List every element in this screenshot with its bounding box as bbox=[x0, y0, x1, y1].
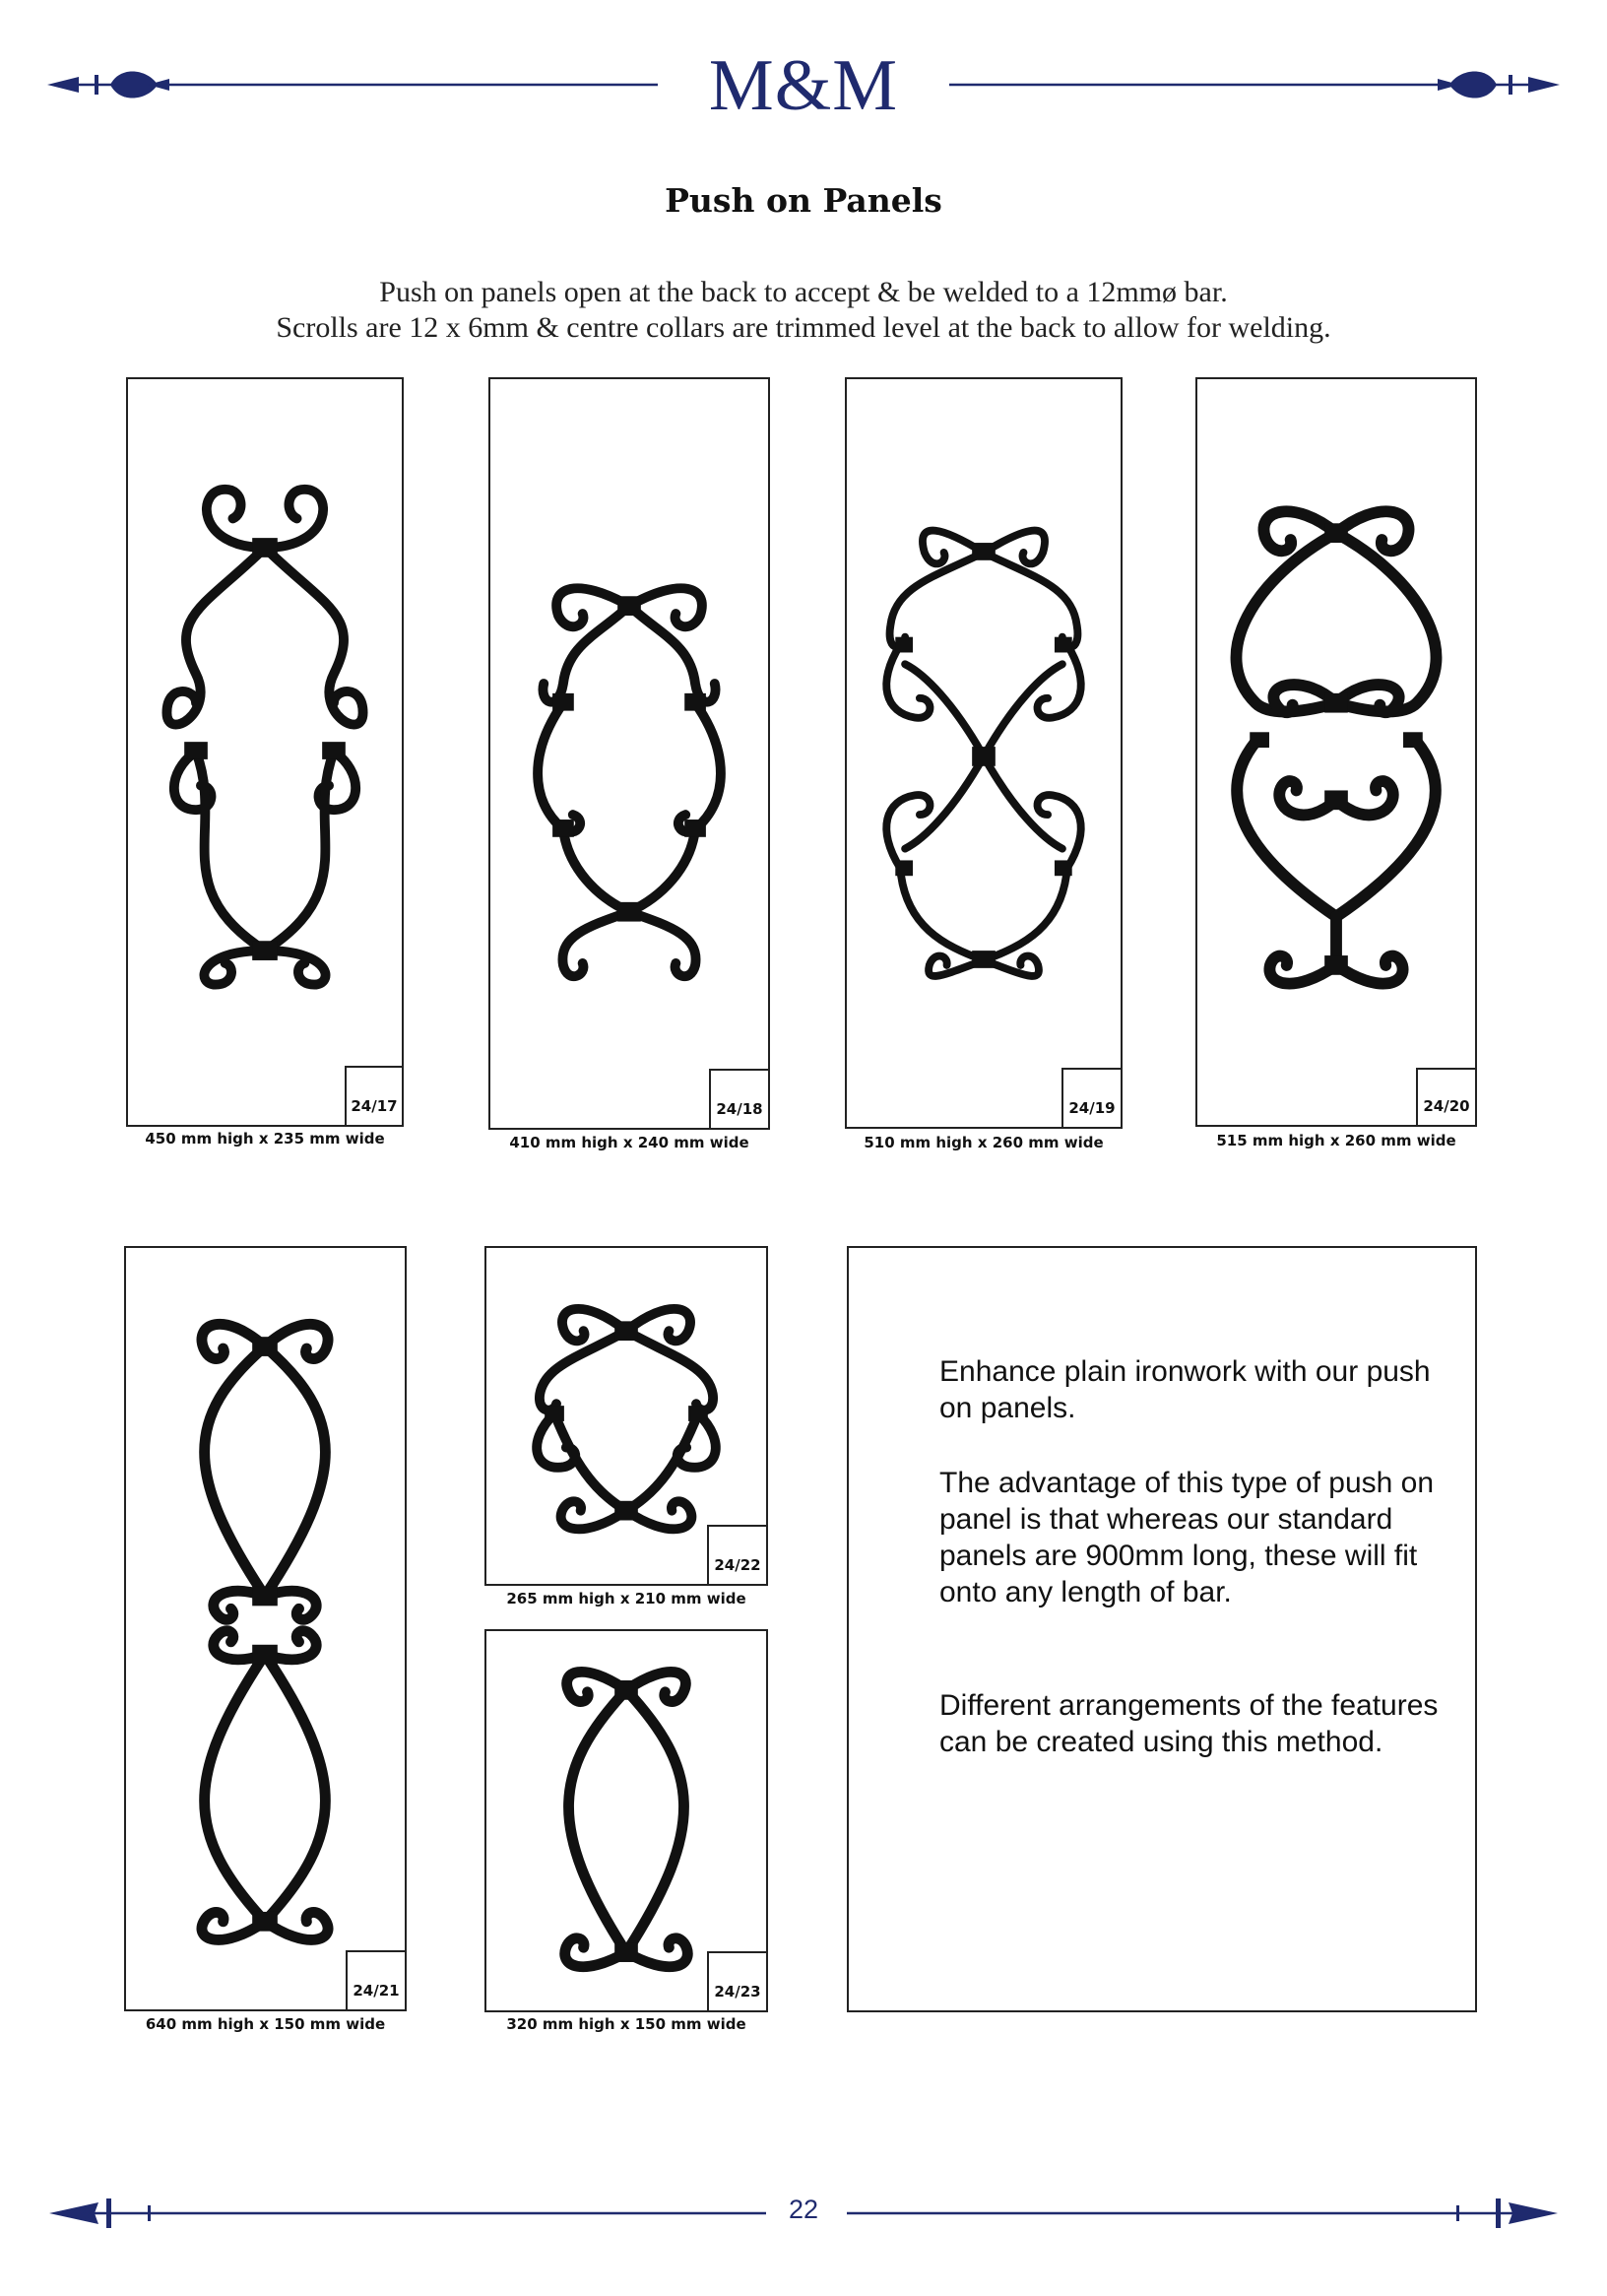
panel-code: 24/19 bbox=[1061, 1068, 1123, 1129]
brand-logo: M&M bbox=[708, 45, 899, 126]
panel-code: 24/17 bbox=[345, 1066, 404, 1127]
panel-dimensions: 450 mm high x 235 mm wide bbox=[145, 1130, 385, 1148]
panel-dimensions: 640 mm high x 150 mm wide bbox=[145, 2015, 386, 2033]
panel-dimensions: 410 mm high x 240 mm wide bbox=[509, 1134, 749, 1151]
panel-dimensions: 265 mm high x 210 mm wide bbox=[506, 1590, 746, 1607]
panel-code: 24/21 bbox=[346, 1950, 407, 2011]
panel-24-17 bbox=[126, 377, 404, 1127]
panel-24-18 bbox=[488, 377, 770, 1130]
intro-line-2: Scrolls are 12 x 6mm & centre collars are trimmed level at the back to allow for welding. bbox=[276, 311, 1331, 344]
scroll-design-24-17 bbox=[128, 379, 402, 1125]
panel-24-22 bbox=[484, 1246, 768, 1586]
info-paragraph-2: The advantage of this type of push on panel is that whereas our standard panels are 900mm long, these will fit onto any length of bar. bbox=[939, 1467, 1435, 1608]
panel-24-19 bbox=[845, 377, 1123, 1129]
scroll-design-24-20 bbox=[1197, 379, 1475, 1125]
scroll-design-24-19 bbox=[847, 379, 1121, 1127]
scroll-design-24-21 bbox=[126, 1248, 405, 2009]
panel-dimensions: 515 mm high x 260 mm wide bbox=[1216, 1132, 1456, 1149]
panel-dimensions: 320 mm high x 150 mm wide bbox=[506, 2015, 746, 2033]
panel-24-23 bbox=[484, 1629, 768, 2012]
page-title: Push on Panels bbox=[665, 181, 942, 220]
page-number: 22 bbox=[788, 2195, 819, 2224]
info-paragraph-3: Different arrangements of the features can be created using this method. bbox=[939, 1689, 1439, 1758]
panel-dimensions: 510 mm high x 260 mm wide bbox=[864, 1134, 1104, 1151]
info-paragraph-1: Enhance plain ironwork with our push on panels. bbox=[939, 1355, 1431, 1424]
panel-code: 24/20 bbox=[1416, 1068, 1477, 1127]
scroll-design-24-18 bbox=[490, 379, 768, 1128]
info-box bbox=[847, 1246, 1477, 2012]
panel-24-21 bbox=[124, 1246, 407, 2011]
panel-code: 24/23 bbox=[707, 1951, 768, 2012]
panel-code: 24/22 bbox=[707, 1525, 768, 1586]
panel-code: 24/18 bbox=[709, 1069, 770, 1130]
intro-line-1: Push on panels open at the back to accept & be welded to a 12mmø bar. bbox=[379, 276, 1228, 308]
panel-24-20 bbox=[1195, 377, 1477, 1127]
